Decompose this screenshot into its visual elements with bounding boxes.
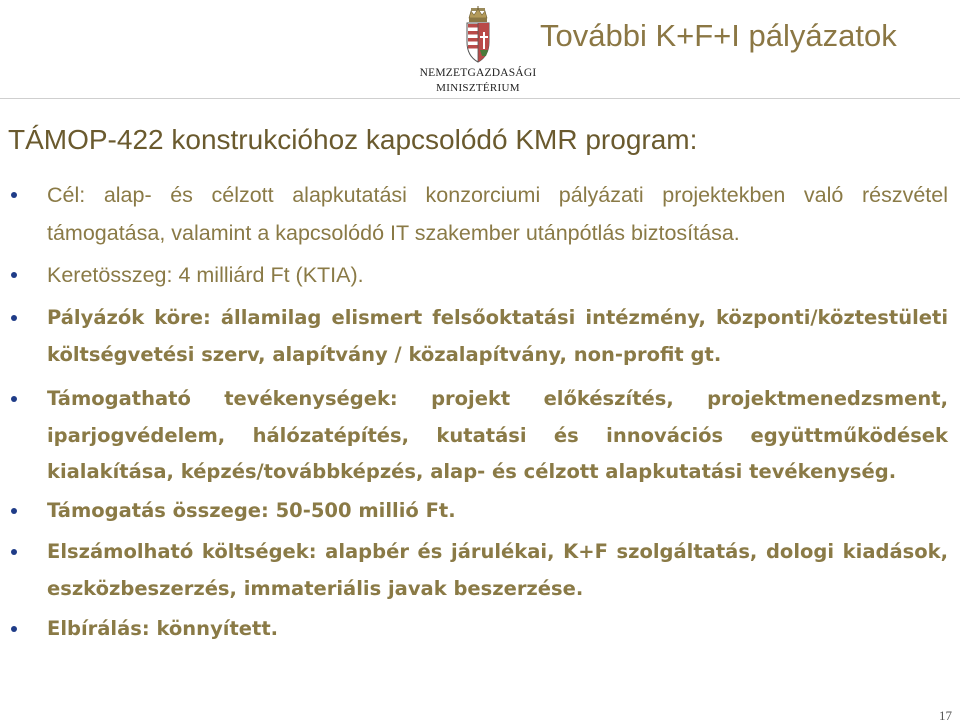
ministry-logo [418,6,538,92]
bullet-text: Keretösszeg: 4 milliárd Ft (KTIA). [47,263,364,287]
bullet-item-activities [0,381,960,491]
bullet-dot-icon [11,192,17,198]
bullet-item-evaluation [0,611,960,648]
bullet-item-applicants [0,300,960,373]
logo-text-line2: MINISZTÉRIUM [436,82,520,94]
bullet-item-budget [0,256,960,294]
bullet-dot-icon [11,626,17,632]
bullet-item-goal [0,176,960,252]
bullet-list [0,176,960,648]
bullet-text: Cél: alap- és célzott alapkutatási konzorciumi pályázati projektekben való részvétel támogatása, valamint a kapcsolódó IT szakember utánpótlás biztosítása. [47,183,948,245]
bullet-item-costs [0,534,960,607]
section-heading: TÁMOP-422 konstrukcióhoz kapcsolódó KMR program: [8,124,698,155]
bullet-dot-icon [11,272,17,278]
bullet-dot-icon [11,396,17,402]
bullet-text: Támogatás összege: 50-500 millió Ft. [47,498,456,522]
slide-title: További K+F+I pályázatok [540,18,897,53]
hungarian-coat-of-arms-icon [460,6,496,64]
bullet-item-amount [0,493,960,530]
bullet-text: Elszámolható költségek: alapbér és járulékai, K+F szolgáltatás, dologi kiadások, eszközbeszerzés, immateriális javak beszerzése. [47,540,948,600]
logo-text-line1: NEMZETGAZDASÁGI [419,67,537,79]
page-number: 17 [939,708,952,723]
bullet-text: Elbírálás: könnyített. [47,617,279,640]
bullet-text: Pályázók köre: államilag elismert felsőoktatási intézmény, központi/köztestületi költségvetési szerv, alapítvány / közalapítvány, non-profit gt. [47,306,948,366]
bullet-dot-icon [11,549,17,555]
bullet-dot-icon [11,508,17,514]
header-divider [0,98,960,99]
bullet-dot-icon [11,315,17,321]
bullet-text: Támogatható tevékenységek: projekt előkészítés, projektmenedzsment, iparjogvédelem, hálózatépítés, kutatási és innovációs együttműködések kialakítása, képzés/továbbképzés, alap- és célzott alapkutatási tevékenység. [47,387,948,483]
